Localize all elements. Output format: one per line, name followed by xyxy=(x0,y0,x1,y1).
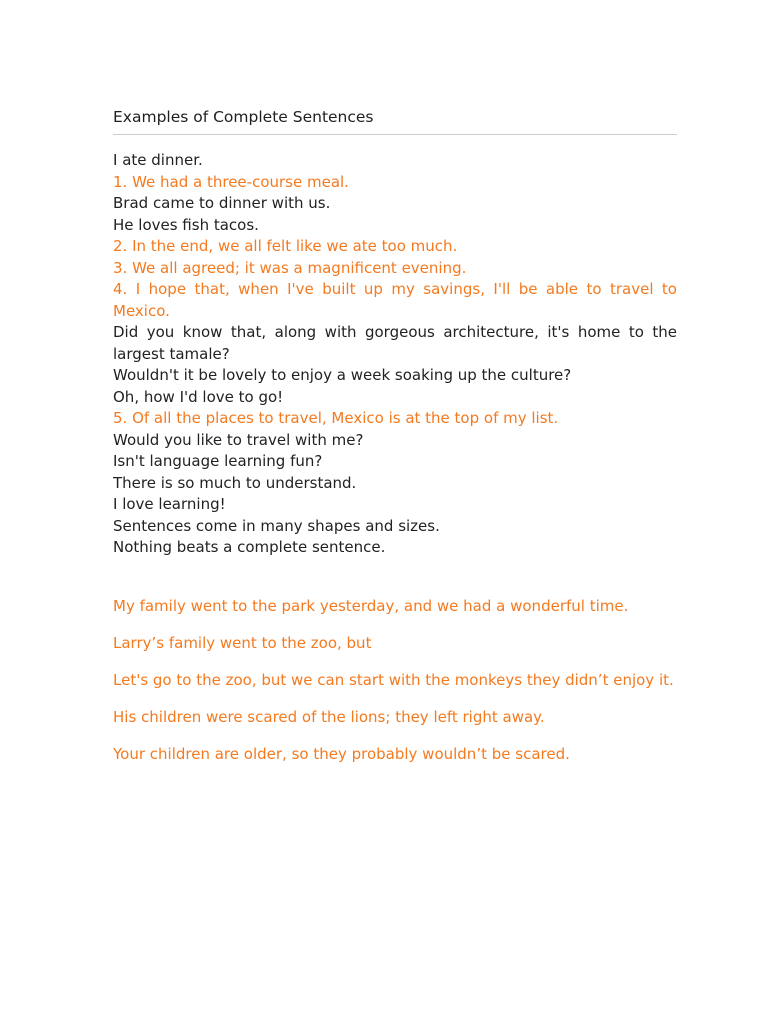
sentence-line: 1. We had a three-course meal. xyxy=(113,172,349,191)
example-paragraph: My family went to the park yesterday, and we had a wonderful time. xyxy=(113,596,629,615)
sentence-line: There is so much to understand. xyxy=(113,473,357,492)
document-title: Examples of Complete Sentences xyxy=(113,107,677,135)
sentence-line: 3. We all agreed; it was a magnificent evening. xyxy=(113,258,467,277)
sentence-line: 4. I hope that, when I've built up my savings, I'll be able to travel to Mexico. xyxy=(113,280,677,320)
sentence-line: Sentences come in many shapes and sizes. xyxy=(113,516,440,535)
example-paragraph: His children were scared of the lions; they left right away. xyxy=(113,707,545,726)
example-paragraph: Your children are older, so they probably wouldn’t be scared. xyxy=(113,744,570,763)
sentence-line: I ate dinner. xyxy=(113,151,203,169)
sentence-line: He loves fish tacos. xyxy=(113,215,259,234)
example-paragraphs xyxy=(113,596,677,766)
document-body xyxy=(113,107,677,781)
sentence-line: Did you know that, along with gorgeous architecture, it's home to the largest tamale? xyxy=(113,323,677,363)
example-paragraph: Let's go to the zoo, but we can start with the monkeys they didn’t enjoy it. xyxy=(113,670,674,689)
example-paragraph: Larry’s family went to the zoo, but xyxy=(113,633,372,652)
sentence-line: Nothing beats a complete sentence. xyxy=(113,538,386,556)
sentence-line: 5. Of all the places to travel, Mexico is at the top of my list. xyxy=(113,409,559,427)
sentence-line: I love learning! xyxy=(113,495,226,513)
sentence-line: Brad came to dinner with us. xyxy=(113,194,331,212)
sentence-line: Would you like to travel with me? xyxy=(113,430,364,449)
sentence-line: Isn't language learning fun? xyxy=(113,452,323,470)
sentence-line: Wouldn't it be lovely to enjoy a week soaking up the culture? xyxy=(113,366,572,384)
sentence-line: Oh, how I'd love to go! xyxy=(113,387,284,406)
sentence-line: 2. In the end, we all felt like we ate too much. xyxy=(113,237,458,255)
sentence-list xyxy=(113,150,677,559)
